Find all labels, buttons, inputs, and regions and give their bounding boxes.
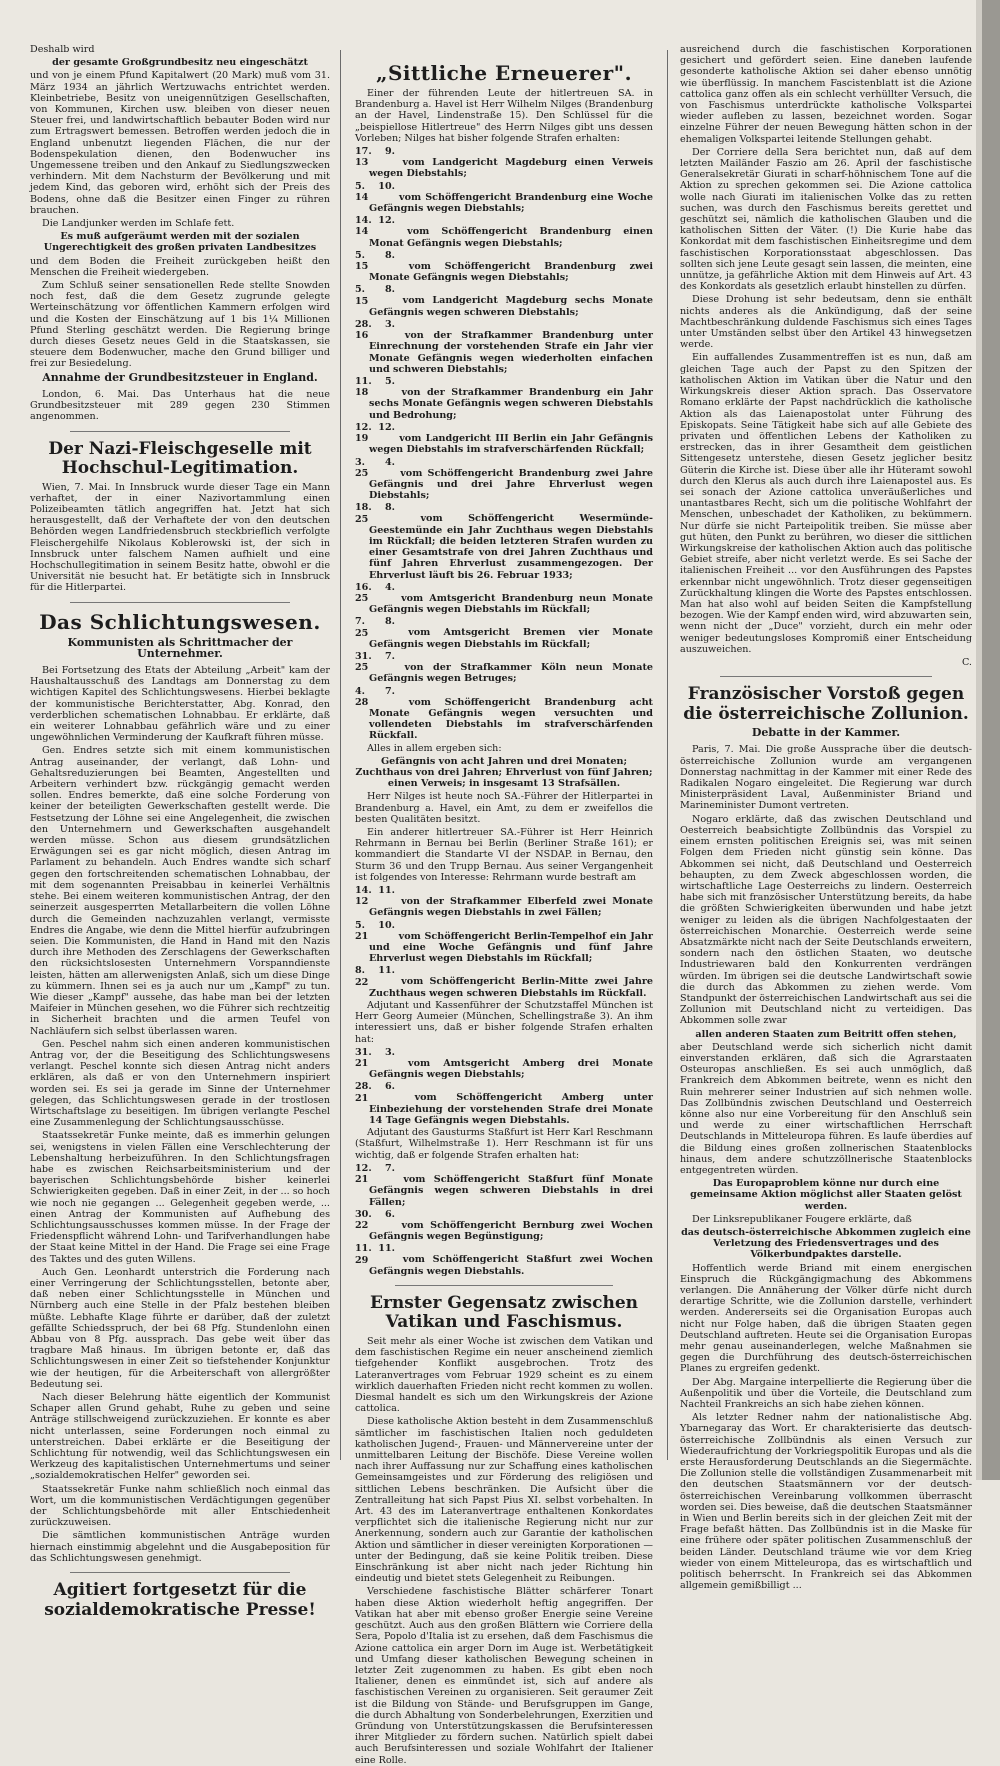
record-text: vom Schöffengericht Brandenburg eine Woche Gefängnis wegen Diebstahls;: [369, 191, 653, 215]
record-date: 31. 7. 25: [355, 650, 395, 674]
separator: [70, 431, 290, 432]
record-text: vom Landgericht Magdeburg sechs Monate Gefängnis wegen schweren Diebstahls;: [369, 295, 653, 318]
record-date: 14. 12. 14: [355, 215, 395, 238]
paragraph: Hoffentlich werde Briand mit einem energischen Einspruch die Rückgängigmachung des Abkommens verlangen. Die Annäherung der Völker dürfe nicht durch derartige Schritte, wie die Zollunion darstelle, verhindert werden. Andererseits sei die Organisation Europas auch nicht nur Folge haben, daß die übrigen Staaten gegen Deutschland auftreten. Heute sei die Organisation Europas mehr genau auseinanderlegen, welche Maßnahmen sie gegen die Durchführung des deutsch-österreichischen Planes zu ergreifen gedenkt.: [680, 1262, 972, 1375]
record-entry: [355, 965, 653, 999]
bold-line: der gesamte Großgrundbesitz neu eingeschätzt: [52, 57, 308, 69]
record-text: vom Schöffengericht Staßfurt fünf Monate Gefängnis wegen schweren Diebstahls in drei Fällen;: [369, 1174, 653, 1208]
record-entry: [355, 215, 653, 249]
paragraph: und dem Boden die Freiheit zurückgeben heißt den Menschen die Freiheit wiedergeben.: [30, 255, 330, 278]
record-text: von der Strafkammer Brandenburg ein Jahr sechs Monate Gefängnis wegen schweren Diebstahls und Bedrohung;: [369, 387, 653, 421]
record-date: 30. 6. 22: [355, 1208, 395, 1231]
subheadline: Debatte in der Kammer.: [751, 726, 901, 740]
record-text: vom Schöffengericht Brandenburg acht Monate Gefängnis wegen versuchten und vollendeten Diebstahls im strafverschärfenden Rückfall.: [369, 696, 653, 742]
record-text: vom Schöffengericht Brandenburg einen Monat Gefängnis wegen Diebstahls;: [369, 226, 653, 249]
separator: [720, 676, 932, 677]
record-text: vom Amtsgericht Amberg drei Monate Gefängnis wegen Diebstahls;: [369, 1058, 653, 1081]
headline: Agitiert fortgesetzt für die sozialdemokratische Presse!: [44, 1580, 316, 1620]
record-text: vom Amtsgericht Brandenburg neun Monate Gefängnis wegen Diebstahls im Rückfall;: [369, 592, 653, 616]
paragraph: Wien, 7. Mai. In Innsbruck wurde dieser Tage ein Mann verhaftet, der in einer Nazivortammlung einen Polizeibeamten tätlich angegriffen hat. Jetzt hat sich herausgestellt, daß der Verhaftete der von den deutschen Behörden wegen Landfriedensbruch steckbrieflich verfolgte Fleischergehilfe Nikolaus Koblerowski ist, der sich in Innsbruck unter falschem Namen aufhielt und eine Hochschullegitimation in seinem Besitz hatte, obwohl er die Universität nie besucht hat. Er betätigte sich in Innsbruck für die Hitlerpartei.: [30, 481, 330, 594]
paragraph: Die Landjunker werden im Schlafe fett.: [42, 218, 235, 230]
record-date: 11. 11. 29: [355, 1243, 395, 1266]
record-date: 12. 7. 21: [355, 1162, 395, 1186]
paragraph: Verschiedene faschistische Blätter schärferer Tonart haben diese Aktion wiederholt heftig angegriffen. Der Vatikan hat aber mit ebenso großer Energie seine Vereine geschützt. Auch aus den großen Blättern wie Corriere della Sera, Popolo d'Italia ist zu ersehen, daß dem Faschismus die Azione cattolica ein arger Dorn im Auge ist. Werbetätigkeit und Umfang dieser katholischen Bewegung scheinen in letzter Zeit zugenommen zu haben. Es gibt eben noch Italiener, denen es einmündet ist, sich auf andere als faschistischen Vereinen zu organisieren. Seit geraumer Zeit ist die Bildung von Stände- und Berufsgruppen im Gange, die durch Abhaltung von Sonderbelehrungen, Exerzitien und Gründung von Unterstützungskassen die Berufsinteressen ihrer Mitglieder zu fördern suchen. Natürlich spielt dabei auch Berufsinteressen und soziale Wohlfahrt der Italiener eine Rolle.: [355, 1586, 653, 1766]
record-date: 12. 12. 19: [355, 421, 395, 445]
record-entry: [355, 457, 653, 502]
paragraph: Herr Nilges ist heute noch SA.-Führer der Hitlerpartei in Brandenburg a. Havel, ein Amt, zu dem er zweifellos die besten Qualitäten besitzt.: [355, 791, 653, 825]
record-date: 28. 6. 21: [355, 1081, 395, 1104]
bold-line: das deutsch-österreichische Abkommen zugleich eine Verletzung des Friedensvertrages und des Völkerbundpaktes darstelle.: [681, 1227, 971, 1261]
column-2: [355, 56, 653, 1766]
headline: Französischer Vorstoß gegen die österreichische Zollunion.: [683, 684, 969, 724]
record-entry: [355, 284, 653, 318]
paragraph: Gen. Endres setzte sich mit einem kommunistischen Antrag auseinander, der verlangt, daß Lohn- und Gehaltsreduzierungen bei Beamten, Angestellten und Arbeitern verhindert bzw. rückgängig gemacht werden sollen. Endres bemerkte, daß eine solche Forderung von keiner der beteiligten Gewerkschaften gestellt werde. Die Festsetzung der Löhne sei eine Angelegenheit, die zwischen den Unternehmern und Gewerkschaften ausgehandelt werden müsse. Schon aus diesem grundsätzlichen Erwägungen sei es gar nicht möglich, diesen Antrag im Parlament zu behandeln. Auch Endres wandte sich scharf gegen den fortschreitenden schematischen Lohnabbau, der mit dem sogenannten Preisabbau in keinerlei Verhältnis stehe. Bei einem weiteren kommunistischen Antrag, der den seinerzeit ausgesperrten Metallarbeitern die vollen Löhne durch die Gemeinden nachzuzahlen verlangt, vermisste Endres die Angabe, wie denn die Mittel hierfür aufzubringen seien. Die Kommunisten, die Hand in Hand mit den Nazis durch ihre Methoden des Zerschlagens der Gewerkschaften den rücksichtslosesten Unternehmern Vorspanndienste leisten, hätten am allerwenigsten Anlaß, sich um diese Dinge zu kümmern. Ihnen sei es ja auch nur um „Kampf" zu tun. Wie dieser „Kampf" aussehe, das habe man bei der letzten Maifeier in München gesehen, wo die Führer sich rechtzeitig in Sicherheit brachten und die armen Teufel von Nachläufern sich selbst überlassen waren.: [30, 745, 330, 1037]
record-text: vom Landgericht Magdeburg einen Verweis wegen Diebstahls;: [369, 157, 653, 180]
record-text: vom Schöffengericht Brandenburg zwei Monate Gefängnis wegen Diebstahls;: [369, 261, 653, 284]
paragraph: Alles in allem ergeben sich:: [367, 742, 502, 754]
record-date: 7. 8. 25: [355, 616, 395, 639]
record-date: 17. 9. 13: [355, 146, 395, 169]
paragraph: Staatssekretär Funke meinte, daß es immerhin gelungen sei, wenigstens in vielen Fällen eine Verschlechterung der Lebenshaltung herbeizuführen. In den Schlichtungsfragen habe es zwischen Reichsarbeitsministerium und der bayerischen Schlichtungsbehörde bisher keinerlei Schwierigkeiten gegeben. Daß in einer Zeit, in der ... so hoch wie noch nie gegangen ... Gelegenheit gegeben werde, ... einen Antrag der Kommunisten auf Aufhebung des Schlichtungsausschusses kommen müsse. In der Frage der Friedenspflicht während Lohn- und Tarifverhandlungen habe der Staat keine Mittel in der Hand. Die Frage sei eine Frage des Taktes und des guten Willens.: [30, 1130, 330, 1265]
paragraph: Zum Schluß seiner sensationellen Rede stellte Snowden noch fest, daß die dem Gesetz zugrunde gelegte Werteinschätzung vor öffentlichen Kammern erfolgen wird und die Kosten der Einschätzung auf 1 bis 1¼ Millionen Pfund Sterling geschätzt werden. Die Regierung bringe durch dieses Gesetz neues Geld in die Staatskassen, sie steuere dem Bodenwucher, mache den Grund billiger und frei zur Besiedelung.: [30, 280, 330, 370]
record-date: 11. 5. 18: [355, 376, 395, 399]
paragraph: und von je einem Pfund Kapitalwert (20 Mark) muß vom 31. März 1934 an jährlich Wertzuwachs entrichtet werden. Kleinbetriebe, Besitz von uneigennützigen Gesellschaften, von Kommunen, Kirchen usw. bleiben von dieser neuen Steuer frei, und landwirtschaftlich bebauter Boden wird nur zum Ertragswert bemessen. Betroffen werden jedoch die in England unbenutzt liegenden Flächen, die nur der Bodenspekulation dienen, den Bodenwucher ins Ungemessene treiben und den Ankauf zu Siedlungszwecken verhindern. Mit dem Nachsturm der Bevölkerung und mit jedem Kind, das geboren wird, erhöht sich der Preis des Bodens, ohne daß die Besitzer einen Finger zu rühren brauchen.: [30, 70, 330, 216]
signature: C.: [961, 656, 972, 668]
paragraph: Adjutant des Gausturms Staßfurt ist Herr Karl Reschmann (Staßfurt, Wilhelmstraße 1). Herr Reschmann ist für uns wichtig, daß er folgende Strafen erhalten hat:: [355, 1127, 653, 1161]
record-entry: [355, 1209, 653, 1243]
headline: „Sittliche Erneuerer".: [375, 61, 633, 85]
paragraph: London, 6. Mai. Das Unterhaus hat die neue Grundbesitzsteuer mit 289 gegen 230 Stimmen angenommen.: [30, 388, 330, 423]
headline: Das Schlichtungswesen.: [39, 609, 321, 634]
paragraph: Seit mehr als einer Woche ist zwischen dem Vatikan und dem faschistischen Regime ein neuer anscheinend ziemlich tiefgehender Konflikt ausgebrochen. Trotz des Lateranvertrages vom Februar 1929 scheint es zu einem wirklich dauerhaften Frieden nicht recht kommen zu wollen. Diesmal handelt es sich um den Wirkungskreis der Azione cattolica.: [355, 1336, 653, 1415]
paragraph: ausreichend durch die faschistischen Korporationen gesichert und gefördert seien. Eine daneben laufende gesonderte katholische Aktion sei daher ebenso unnötig wie überflüssig. In manchem Fascistenblatt ist die Azione cattolica ganz offen als ein schlecht verhüllter Versuch, die von Faschismus unterdrückte katholische Volkspartei wieder aufleben zu lassen, bezeichnet worden. Sogar einzelne Führer der neuen Bewegung hätten schon in der ehemaligen Volkspartei leitende Stellungen gehabt.: [680, 44, 972, 145]
paragraph: Diese Drohung ist sehr bedeutsam, denn sie enthält nichts anderes als die Ankündigung, daß der seine Machtbeschränkung duldende Faschismus sich eines Tages unter Umständen selbst über den Artikel 43 hinwegsetzen werde.: [680, 294, 972, 351]
paragraph: Die sämtlichen kommunistischen Anträge wurden hiernach einstimmig abgelehnt und die Ausgabeposition für das Schlichtungswesen genehmigt.: [30, 1530, 330, 1564]
record-date: 16. 4. 25: [355, 581, 395, 604]
paragraph: Diese katholische Aktion besteht in dem Zusammenschluß sämtlicher im faschistischen Italien noch geduldeten katholischen Jugend-, Frauen- und Männervereine unter der unmittelbaren Leitung der Bischöfe. Diese Vereine wollen nach ihrer Auffassung nur zur Schaffung eines katholischen Gemeinsamgeistes und zur Förderung des religiösen und sittlichen Lebens beschränken. Die Aufsicht über die Zentralleitung hat sich Papst Pius XI. selbst vorbehalten. In Art. 43 des im Lateranvertrage enthaltenen Konkordates verpflichtet sich die italienische Regierung nicht nur zur Anerkennung, sondern auch zur Garantie der katholischen Aktion und sämtlicher in dieser vereinigten Korporationen — unter der Bedingung, daß sie keine Politik treiben. Diese Einschränkung ist aber nicht nach jeder Richtung hin eindeutig und bietet stets Gelegenheit zu Reibungen.: [355, 1416, 653, 1585]
record-date: 28. 3. 16: [355, 319, 395, 342]
headline: Der Nazi-Fleischgeselle mit Hochschul-Legitimation.: [48, 438, 312, 479]
paragraph: Einer der führenden Leute der hitlertreuen SA. in Brandenburg a. Havel ist Herr Wilhelm Nilges (Brandenburg an der Havel, Lindenstraße 15). Den Schlüssel für die „beispiellose Hitlertreue" des Herrn Nilges gibt uns dessen Vorleben; Nilges hat bisher folgende Strafen erhalten:: [355, 88, 653, 144]
paragraph: Paris, 7. Mai. Die große Aussprache über die deutsch-österreichische Zollunion wurde am vergangenen Donnerstag nachmittag in der Kammer mit einer Rede des Radikalen Nogaro eingeleitet. Die Regierung war durch Ministerpräsident Laval, Außenminister Briand und Marineminister Dumont vertreten.: [680, 744, 972, 812]
record-list: [355, 146, 653, 742]
column-rule-2: [667, 50, 668, 1460]
paragraph: Der Corriere della Sera berichtet nun, daß auf dem letzten Mailänder Faszio am 26. April der faschistische Generalsekretär Giurati in scharf-höhnischem Tone auf die Aktion zu sprechen gekommen sei. Die Azione cattolica wolle nach Giurati im italienischen Volke das zu retten suchen, was durch den Faschismus bereits gerettet und geschützt sei, nämlich die katholischen Glauben und die katholischen Sitten der Väter. (!) Die Kurie habe das Konkordat mit dem faschistischen Einheitsregime und dem faschistischen Korporationsstaat abgeschlossen. Das sollten sich jene Leute gesagt sein lassen, die meinten, eine unnütze, ja gefährliche Aktion mit dem Hinweis auf Art. 43 des Konkordats als gesetzlich erlaubt hinstellen zu dürfen.: [680, 146, 972, 293]
record-entry: [355, 920, 653, 965]
record-text: vom Schöffengericht Berlin-Mitte zwei Jahre Zuchthaus wegen schweren Diebstahls im Rückfall.: [369, 976, 653, 999]
paragraph: Adjutant und Kassenführer der Schutzstaffel München ist Herr Georg Aumeier (München, Schellingstraße 3). An ihm interessiert uns, daß er bisher folgende Strafen erhalten hat:: [355, 1000, 653, 1045]
record-date: 5. 10. 14: [355, 180, 395, 203]
record-entry: [355, 582, 653, 616]
column-3: [680, 44, 972, 1592]
record-date: 8. 11. 22: [355, 965, 395, 988]
record-text: vom Schöffengericht Berlin-Tempelhof ein Jahr und eine Woche Gefängnis und fünf Jahre Ehrverlust wegen Diebstahls im Rückfall;: [369, 930, 653, 965]
bold-line: Es muß aufgeräumt werden mit der sozialen Ungerechtigkeit des großen privaten Landbesitzes: [43, 231, 317, 254]
page-edge: [982, 0, 1000, 1480]
separator: [395, 1285, 613, 1286]
paragraph: Auch Gen. Leonhardt unterstrich die Forderung nach einer Verringerung der Schlichtungsstellen, betonte aber, daß neben einer Schlichtungsstelle in München und Nürnberg auch eine Stelle in der Pfalz bestehen bleiben müßte. Lebhafte Klage führte er darüber, daß der zuletzt gefällte Schiedsspruch, der bei 68 Pfg. Stundenlohn einen Abbau von 8 Pfg. aussprach. Das gebe weit über das tragbare Maß hinaus. Im übrigen betonte er, daß das Schlichtungswesen in einer Zeit so tiefstehender Konjunktur wie der heutigen, für die Arbeiterschaft von allergrößter Bedeutung sei.: [30, 1266, 330, 1390]
separator: [70, 1572, 290, 1573]
record-entry: [355, 181, 653, 215]
bold-line: allen anderen Staaten zum Beitritt offen stehen,: [695, 1028, 957, 1040]
paragraph: Gen. Peschel nahm sich einen anderen kommunistischen Antrag vor, der die Beseitigung des Schlichtungswesens verlangt. Peschel konnte sich diesen Antrag nicht anders erklären, als daß er von den Unternehmern inspiriert worden sei. Es sei ja gerade im Sinne der Unternehmer gelegen, das Schlichtungswesen gerade in der trostlosen Wirtschaftslage zu beseitigen. Im übrigen verlangte Peschel eine Zusammenlegung der Schlichtungsausschüsse.: [30, 1038, 330, 1129]
record-text: vom Schöffengericht Brandenburg zwei Jahre Gefängnis und drei Jahre Ehrverlust wegen Diebstahls;: [369, 467, 653, 502]
record-date: 5. 10. 21: [355, 919, 395, 942]
paragraph: Ein auffallendes Zusammentreffen ist es nun, daß am gleichen Tage auch der Papst zu den Spitzen der katholischen Aktion im Vatikan über die Natur und den Wirkungskreis dieser Aktion sprach. Das Osservatore Romano erklärte der Papst nachdrücklich die katholische Aktion als das Laienapostolat unter Führung des Episkopats. Seine Tätigkeit habe sich auf alle Gebiete des privaten und öffentlichen Lebens der Katholiken zu erstrecken, das in ihrer Gesamtheit dem geistlichen Sittengesetz unterstehe, diesen Gesetz jeglicher besitz Güterin die Kirche ist. Diese über alle ihr Hüteramt sowohl durch den Klerus als auch durch ihre Laienapostel aus. Es sei sonach der Azione cattolica unveräußerliches und unantastbares Recht, sich um die politische Wohlfahrt der Menschen, unbeschadet der Katholiken, zu bekümmern. Nur dürfe sie nicht Parteipolitik treiben. Sie müsse aber gut hüten, den Punkt zu berühren, wo dieser die sittlichen Wirkungskreise der katholischen Aktion auch das politische Gebiet streife, aber nicht verletzt werde. Es sei Sache der italienischen Freiheit ... vor den Ausführungen des Papstes erkennbar nicht ungewöhnlich. Trotz dieser gegenseitigen Zurückhaltung klingen die Worte des Papstes entschlossen. Man hat also wohl auf beiden Seiten die Kampfstellung bezogen. Wie der Kampf enden wird, wird abzuwarten sein, wenn nicht der „Duce" vorzieht, durch ein mehr oder weniger bedeutungsloses Kompromiß einer Entscheidung auszuweichen.: [680, 352, 972, 655]
record-date: 5. 8. 15: [355, 249, 395, 273]
record-entry: [355, 422, 653, 456]
column-1: [30, 44, 330, 1620]
record-entry: [355, 376, 653, 421]
paragraph: Staatssekretär Funke nahm schließlich noch einmal das Wort, um die kommunistischen Verdächtigungen gegenüber der Schlichtungsbehörde mit aller Entschiedenheit zurückzuweisen.: [30, 1483, 330, 1529]
record-text: von der Strafkammer Brandenburg unter Einrechnung der vorstehenden Strafe ein Jahr vier Monate Gefängnis wegen wiederholten einfachen und schweren Diebstahls;: [369, 330, 653, 375]
paragraph: Nogaro erklärte, daß das zwischen Deutschland und Oesterreich beabsichtigte Zollbündnis das Vorspiel zu einem ernsten politischen Ereignis sei, was mit seinen Folgen dem Frieden nicht günstig sein könne. Das Abkommen sei nicht, daß Deutschland und Oesterreich behaupten, zu dem Zweck abgeschlossen worden, die wirtschaftliche Lage Oesterreichs zu lindern. Oesterreich habe sich mit französischer Unterstützung bereits, da habe die größten Schwierigkeiten überwunden und habe jetzt weniger zu leiden als die übrigen Nachfolgestaaten der österreichischen Monarchie. Oesterreich werde seine Absatzmärkte nicht nach der Seite Deutschlands erweitern, sondern nach den östlichen Staaten, wo deutsche Industriewaren bald den Konkurrenten verdrängen würden. Im übrigen sei die deutsche Landwirtschaft sowie die durch das Abkommen zu ziehen werde. Vom Standpunkt der österreichischen Landwirtschaft aus sei die Zollunion mit Deutschland nicht zu verteidigen. Das Abkommen solle zwar: [680, 813, 972, 1027]
subheadline: Annahme der Grundbesitzsteuer in England.: [42, 370, 318, 384]
record-date: 18. 8. 25: [355, 502, 395, 525]
record-entry: [355, 885, 653, 919]
record-entry: [355, 1047, 653, 1081]
record-entry: [355, 651, 653, 685]
separator: [70, 602, 290, 603]
paragraph: Nach dieser Belehrung hätte eigentlich der Kommunist Schaper allen Grund gehabt, Ruhe zu geben und seine Anträge stillschweigend zurückzuziehen. Er konnte es aber nicht unterlassen, seine Forderungen noch einmal zu unterstreichen. Dabei erklärte er die Beseitigung der Schlichtung für notwendig, weil das Schlichtungswesen ein Werkzeug des kapitalistischen Unternehmertums und seiner „sozialdemokratischen Helfer" geworden sei.: [30, 1392, 330, 1482]
record-list: [355, 1047, 653, 1126]
column-rule-1: [340, 50, 341, 1460]
record-date: 31. 3. 21: [355, 1046, 395, 1070]
bold-line: Gefängnis von acht Jahren und drei Monaten; Zuchthaus von drei Jahren; Ehrverlust von fünf Jahren; einen Verweis; in insgesamt 13 Strafsällen.: [355, 755, 653, 790]
record-text: vom Landgericht III Berlin ein Jahr Gefängnis wegen Diebstahls im strafverschärfenden Rückfall;: [369, 433, 653, 456]
record-entry: [355, 1163, 653, 1208]
paragraph: Der Abg. Margaine interpellierte die Regierung über die Außenpolitik und über die Vorteile, die Deutschland zum Nachteil Frankreichs an sich habe ziehen können.: [680, 1376, 972, 1411]
paragraph: Bei Fortsetzung des Etats der Abteilung „Arbeit" kam der Haushaltausschuß des Landtags am Donnerstag zu dem wichtigen Kapitel des Schlichtungswesens. Hierbei beklagte der kommunistische Berichterstatter, Abg. Konrad, den verderblichen schematischen Lohnabbau. Er erklärte, daß ein weiterer Lohnabbau gefährlich wäre und zu einer ungewöhnlichen Verminderung der Kaufkraft führen müsse.: [30, 665, 330, 744]
record-date: 3. 4. 25: [355, 456, 395, 479]
record-text: von der Strafkammer Köln neun Monate Gefängnis wegen Betruges;: [369, 662, 653, 685]
record-text: vom Schöffengericht Amberg unter Einbeziehung der vorstehenden Strafe drei Monate 14 Tage Gefängnis wegen Diebstahls.: [369, 1092, 653, 1127]
paragraph: Der Linksrepublikaner Fougere erklärte, daß: [692, 1213, 912, 1225]
paragraph: Als letzter Redner nahm der nationalistische Abg. Ybarnegaray das Wort. Er charakterisierte das deutsch-österreichische Zollbündnis als einen Versuch zur Wiederaufrichtung der Vorkriegspolitik Europas und als die erste Herausforderung Deutschlands an die Siegermächte. Die Zollunion stelle die vollständigen Zusammenarbeit mit den deutschen Staatsmännern vor der deutsch-österreichischen Vereinbarung vollkommen überrascht worden sei. Dies beweise, daß die deutschen Staatsmänner in Wien und Berlin bereits sich in der gleichen Zeit mit der Frage befaßt hätten. Das Zollbündnis ist in die Maske für eine frühere oder später politischen Zusammenschluß der beiden Länder. Deutschland träume wie vor dem Krieg wieder von einem Mitteleuropa, das es wirtschaftlich und politisch beherrscht. In Frankreich sei das Abkommen allgemein gemißbilligt ...: [680, 1412, 972, 1592]
record-date: 5. 8. 15: [355, 284, 395, 307]
record-text: vom Schöffengericht Bernburg zwei Wochen Gefängnis wegen Begünstigung;: [369, 1219, 653, 1243]
record-entry: [355, 319, 653, 375]
record-text: vom Schöffengericht Staßfurt zwei Wochen Gefängnis wegen Diebstahls.: [369, 1254, 653, 1277]
record-entry: [355, 146, 653, 180]
record-text: von der Strafkammer Elberfeld zwei Monate Gefängnis wegen Diebstahls in zwei Fällen;: [369, 896, 653, 919]
headline: Ernster Gegensatz zwischen Vatikan und Faschismus.: [370, 1292, 638, 1333]
record-list: [355, 885, 653, 999]
record-date: 14. 11. 12: [355, 885, 395, 908]
paragraph: aber Deutschland werde sich sicherlich nicht damit einverstanden erklären, daß sich die Agrarstaaten Osteuropas anschließen. Es sei auch unmöglich, daß Frankreich dem Abkommen beitrete, wenn es nicht den Ruin mehrerer seiner Industrien auf sich nehmen wolle. Das Zollbündnis zwischen Deutschland und Oesterreich könne also nur eine Vorbereitung für den Anschluß sein und werde zu einer wirtschaftlichen Herrschaft Deutschlands in Mitteleuropa führen. Es laufe überdies auf die Bildung eines großen zollnerischen Staatenblocks hinaus, dem andere schutzzöllnerische Staatenblocks entgegentreten würden.: [680, 1041, 972, 1176]
record-date: 4. 7. 28: [355, 685, 395, 708]
record-list: [355, 1163, 653, 1277]
record-entry: [355, 616, 653, 650]
subheadline: Kommunisten als Schrittmacher der Unternehmer.: [67, 635, 293, 660]
paragraph: Ein anderer hitlertreuer SA.-Führer ist Herr Heinrich Rehrmann in Bernau bei Berlin (Berliner Straße 161); er kommandiert die Standarte VI der NSDAP. in Bernau, den Sturm 36 und den Trupp Bernau. Aus seiner Vergangenheit ist folgendes von Interesse: Rehrmann wurde bestraft am: [355, 827, 653, 883]
record-entry: [355, 1081, 653, 1126]
record-text: vom Amtsgericht Bremen vier Monate Gefängnis wegen Diebstahls im Rückfall;: [369, 627, 653, 650]
record-entry: [355, 686, 653, 742]
bold-line: Das Europaproblem könne nur durch eine gemeinsame Aktion möglichst aller Staaten gelöst werden.: [690, 1178, 962, 1212]
opening-text: Deshalb wird: [30, 44, 95, 55]
record-entry: [355, 502, 653, 580]
record-entry: [355, 1243, 653, 1277]
record-entry: [355, 250, 653, 284]
record-text: vom Schöffengericht Wesermünde-Geestemünde ein Jahr Zuchthaus wegen Diebstahls im Rückfall; die beiden letzteren Strafen wurden zu einer Gesamtstrafe von drei Jahren Zuchthaus und fünf Jahren Ehrverlust zusammengezogen. Der Ehrverlust läuft bis 26. Februar 1933;: [369, 513, 653, 581]
